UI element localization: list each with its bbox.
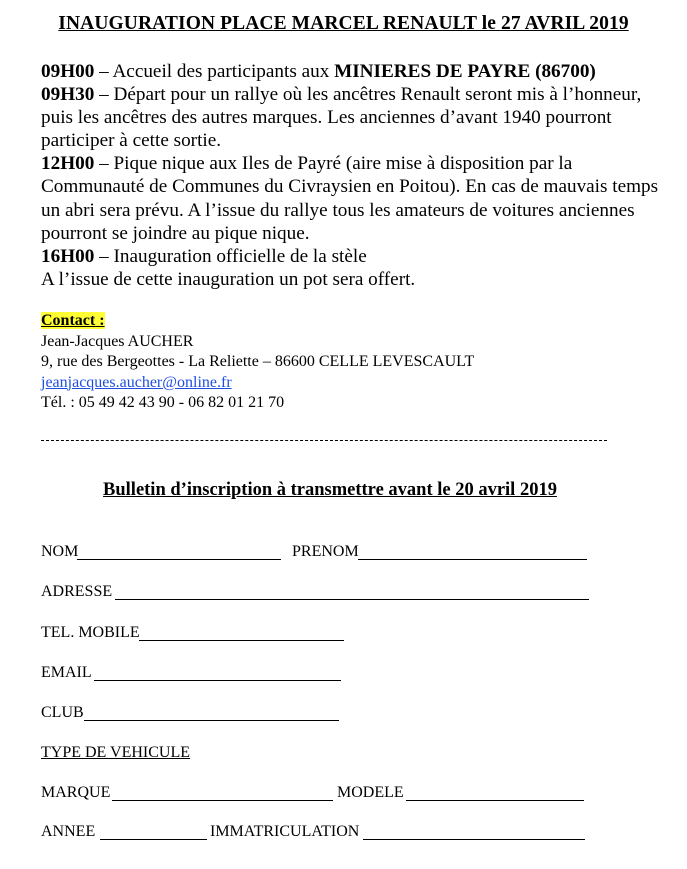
contact-phone: Tél. : 05 49 42 43 90 - 06 82 01 21 70 [41,394,285,411]
program-time: 09H30 [41,84,95,106]
program-time: 16H00 [41,245,95,267]
email-label: EMAIL [41,664,92,681]
contact-label: Contact : [41,312,105,329]
marque-label: MARQUE [41,784,111,801]
immatriculation-label: IMMATRICULATION [210,823,360,840]
email-field[interactable] [94,680,341,681]
annee-label: ANNEE [41,823,96,840]
club-label: CLUB [41,704,84,721]
program-time: 09H00 [41,61,95,82]
document-title: INAUGURATION PLACE MARCEL RENAULT le 27 AVRIL 2019 [58,13,629,34]
marque-field[interactable] [112,800,333,801]
prenom-label: PRENOM [292,543,359,560]
program-item-1200 [41,152,671,244]
vehicle-type-heading: TYPE DE VEHICULE [41,744,191,761]
nom-field[interactable] [77,559,281,560]
program-item-0930 [41,83,671,152]
program-section [41,60,671,291]
form-title: Bulletin d’inscription à transmettre avant le 20 avril 2019 [103,480,557,500]
cut-line-divider [41,440,607,441]
program-text: – Inauguration officielle de la stèle [94,245,367,267]
contact-address: 9, rue des Bergeottes - La Reliette – 86600 CELLE LEVESCAULT [41,353,475,370]
adresse-label: ADRESSE [41,583,113,600]
program-text: – Accueil des participants aux [94,61,335,82]
prenom-field[interactable] [358,559,587,560]
adresse-field[interactable] [115,599,589,600]
program-location: MINIERES DE PAYRE (86700) [334,61,596,82]
program-item-1600 [41,245,671,268]
program-text: – Pique nique aux Iles de Payré (aire mise à disposition par la Communauté de Communes du Civraysien en Poitou). En cas de mauvais temps un abri sera prévu. A l’issue du rallye tous les amateurs de voitures anciennes pourront se joindre au pique nique. [41,153,659,244]
contact-name: Jean-Jacques AUCHER [41,332,194,350]
program-item-0900 [41,60,671,83]
modele-field[interactable] [406,800,584,801]
tel-mobile-field[interactable] [139,640,344,641]
program-time: 12H00 [41,153,95,175]
contact-email-link[interactable]: jeanjacques.aucher@online.fr [41,373,232,391]
contact-block [41,311,661,414]
immatriculation-field[interactable] [363,839,585,840]
club-field[interactable] [84,720,339,721]
closing-line: A l’issue de cette inauguration un pot sera offert. [41,268,416,290]
modele-label: MODELE [337,784,404,801]
program-text: – Départ pour un rallye où les ancêtres Renault seront mis à l’honneur, puis les ancêtres des autres marques. Les anciennes d’avant 1940 pourront participer à cette sortie. [41,84,642,152]
nom-label: NOM [41,543,79,560]
tel-mobile-label: TEL. MOBILE [41,624,140,641]
annee-field[interactable] [100,839,207,840]
